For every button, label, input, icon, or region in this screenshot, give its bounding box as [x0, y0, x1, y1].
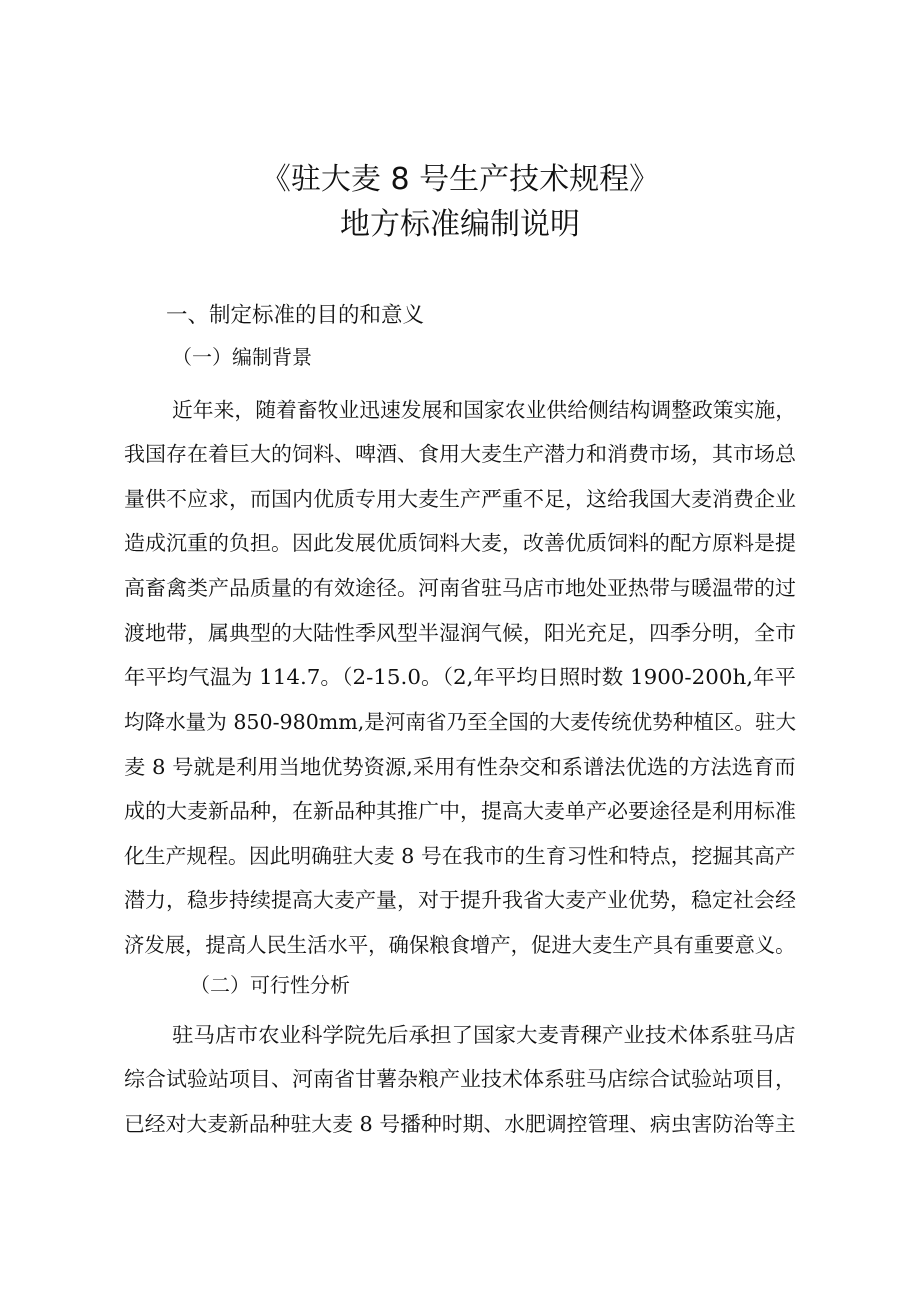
- title-line-2: 地方标准编制说明: [340, 207, 580, 242]
- paragraph-line: 成的大麦新品种，在新品种其推广中，提高大麦单产必要途径是利用标准: [124, 799, 796, 823]
- paragraph-line: 造成沉重的负担。因此发展优质饲料大麦，改善优质饲料的配方原料是提: [124, 531, 796, 555]
- paragraph-line: 量供不应求，而国内优质专用大麦生产严重不足，这给我国大麦消费企业: [124, 487, 796, 511]
- paragraph-line: 麦 8 号就是利用当地优势资源,采用有性杂交和系谱法优选的方法选育而: [124, 755, 796, 779]
- paragraph-line: 综合试验站项目、河南省甘薯杂粮产业技术体系驻马店综合试验站项目，: [124, 1067, 796, 1091]
- paragraph-line: 驻马店市农业科学院先后承担了国家大麦青稞产业技术体系驻马店: [172, 1023, 796, 1047]
- paragraph-line: 均降水量为 850-980mm,是河南省乃至全国的大麦传统优势种植区。驻大: [124, 710, 797, 734]
- subsection-heading-feasibility: （二）可行性分析: [190, 973, 350, 997]
- paragraph-line: 年平均气温为 114.7。（2-15.0。（2,年平均日照时数 1900-200h,年平: [124, 665, 796, 689]
- paragraph-line: 近年来，随着畜牧业迅速发展和国家农业供给侧结构调整政策实施，: [172, 398, 796, 422]
- section-heading-purpose: 一、制定标准的目的和意义: [166, 303, 425, 328]
- paragraph-line: 潜力，稳步持续提高大麦产量，对于提升我省大麦产业优势，稳定社会经: [124, 888, 796, 912]
- paragraph-line: 济发展，提高人民生活水平，确保粮食增产，促进大麦生产具有重要意义。: [124, 933, 796, 957]
- paragraph-line: 化生产规程。因此明确驻大麦 8 号在我市的生育习性和特点，挖掘其高产: [124, 844, 796, 868]
- title-line-1: 《驻大麦 8 号生产技术规程》: [260, 162, 660, 197]
- paragraph-line: 渡地带，属典型的大陆性季风型半湿润气候，阳光充足，四季分明，全市: [124, 621, 796, 645]
- paragraph-line: 已经对大麦新品种驻大麦 8 号播种时期、水肥调控管理、病虫害防治等主: [124, 1112, 796, 1136]
- document-title: [0, 157, 920, 247]
- subsection-heading-background: （一）编制背景: [172, 345, 312, 369]
- paragraph-line: 我国存在着巨大的饲料、啤酒、食用大麦生产潜力和消费市场，其市场总: [124, 442, 796, 466]
- paragraph-line: 高畜禽类产品质量的有效途径。河南省驻马店市地处亚热带与暖温带的过: [124, 576, 796, 600]
